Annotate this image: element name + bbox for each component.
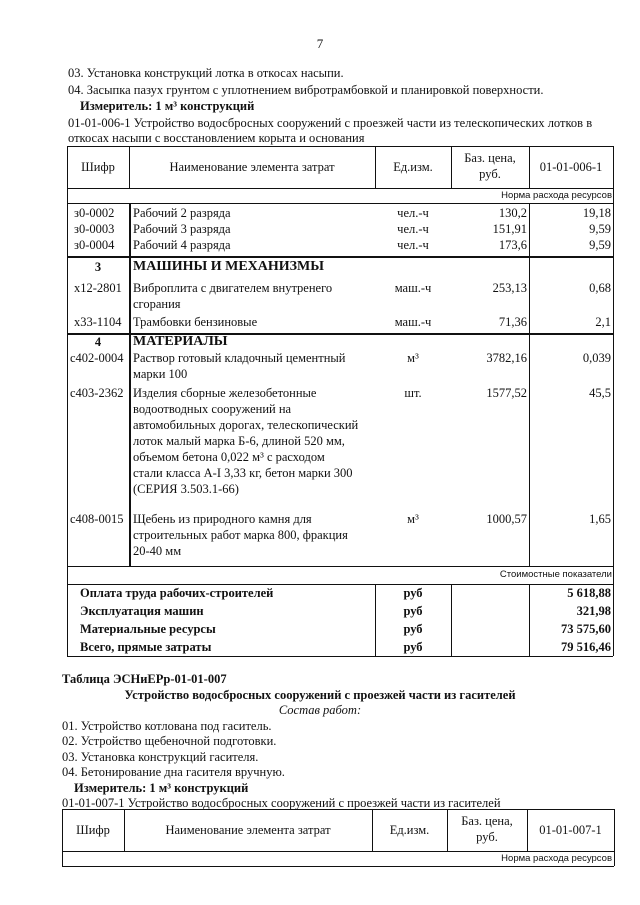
total-value: 73 575,60 bbox=[561, 622, 611, 636]
row-code: с408-0015 bbox=[70, 512, 124, 526]
row-price: 151,91 bbox=[492, 222, 527, 236]
row-price: 71,36 bbox=[498, 315, 527, 329]
row-name: Изделия сборные железобетонные bbox=[133, 386, 317, 400]
row-name: строительных работ марка 800, фракция bbox=[133, 528, 348, 542]
column-header-name: Наименование элемента затрат bbox=[165, 823, 331, 837]
norm-description: 01-01-007-1 Устройство водосбросных сооружений с проезжей части из гасителей bbox=[62, 796, 501, 810]
row-unit: чел.-ч bbox=[397, 206, 429, 220]
column-header-unit: Ед.изм. bbox=[393, 160, 433, 174]
total-value: 5 618,88 bbox=[567, 586, 611, 600]
total-value: 321,98 bbox=[576, 604, 611, 618]
section-title: МАТЕРИАЛЫ bbox=[133, 334, 228, 349]
section-heading: Устройство водосбросных сооружений с проезжей части из гасителей bbox=[124, 688, 516, 702]
column-header-code: Шифр bbox=[81, 160, 115, 174]
total-unit: руб bbox=[403, 640, 423, 654]
column-header-unit: Ед.изм. bbox=[389, 823, 430, 837]
measure-unit: Измеритель: 1 м³ конструкций bbox=[80, 99, 255, 113]
column-header-norm: 01-01-007-1 bbox=[539, 823, 602, 837]
work-step: 04. Засыпка пазух грунтом с уплотнением вибротрамбовкой и планировкой поверхности. bbox=[68, 83, 544, 97]
total-unit: руб bbox=[403, 622, 423, 636]
row-name: Виброплита с двигателем внутренего bbox=[133, 281, 333, 295]
row-name: лоток малый марка Б-6, длиной 520 мм, bbox=[133, 434, 345, 448]
column-header-price-unit: руб. bbox=[479, 167, 501, 181]
total-name: Материальные ресурсы bbox=[80, 622, 216, 636]
row-unit: м³ bbox=[407, 351, 419, 365]
row-unit: м³ bbox=[407, 512, 419, 526]
row-code: з0-0002 bbox=[74, 206, 115, 220]
measure-unit: Измеритель: 1 м³ конструкций bbox=[74, 781, 249, 795]
row-code: з0-0003 bbox=[74, 222, 115, 236]
column-header-norm: 01-01-006-1 bbox=[539, 160, 603, 174]
total-name: Всего, прямые затраты bbox=[80, 640, 212, 654]
page-number: 7 bbox=[316, 36, 324, 51]
row-norm: 9,59 bbox=[589, 238, 611, 252]
row-price: 1577,52 bbox=[486, 386, 527, 400]
row-norm: 45,5 bbox=[589, 386, 611, 400]
row-price: 1000,57 bbox=[486, 512, 527, 526]
row-name: Трамбовки бензиновые bbox=[133, 315, 258, 329]
work-step: 02. Устройство щебеночной подготовки. bbox=[62, 734, 277, 748]
row-unit: шт. bbox=[404, 386, 422, 400]
table-title: Таблица ЭСНиЕРр-01-01-007 bbox=[62, 672, 227, 686]
row-norm: 0,68 bbox=[589, 281, 611, 295]
row-norm: 9,59 bbox=[589, 222, 611, 236]
column-header-price-unit: руб. bbox=[476, 830, 498, 844]
row-norm: 2,1 bbox=[595, 315, 611, 329]
row-name: марки 100 bbox=[133, 367, 188, 381]
row-norm: 0,039 bbox=[582, 351, 611, 365]
row-price: 3782,16 bbox=[486, 351, 527, 365]
row-name: объемом бетона 0,022 м³ с расходом bbox=[133, 450, 325, 464]
row-unit: маш.-ч bbox=[394, 315, 432, 329]
row-norm: 1,65 bbox=[589, 512, 611, 526]
cost-caption: Стоимостные показатели bbox=[499, 569, 612, 580]
row-unit: чел.-ч bbox=[397, 222, 429, 236]
row-price: 253,13 bbox=[492, 281, 527, 295]
work-step: 03. Установка конструкций гасителя. bbox=[62, 750, 259, 764]
norm-description: 01-01-006-1 Устройство водосбросных сооружений с проезжей части из телескопических лотков в bbox=[68, 116, 593, 130]
row-name: Рабочий 3 разряда bbox=[133, 222, 231, 236]
works-caption: Состав работ: bbox=[278, 703, 362, 717]
work-step: 01. Устройство котлована под гаситель. bbox=[62, 719, 272, 733]
row-code: с402-0004 bbox=[70, 351, 124, 365]
row-code: х33-1104 bbox=[74, 315, 122, 329]
section-title: МАШИНЫ И МЕХАНИЗМЫ bbox=[133, 259, 325, 274]
row-name: (СЕРИЯ 3.503.1-66) bbox=[133, 482, 239, 496]
row-name: Раствор готовый кладочный цементный bbox=[133, 351, 346, 365]
norm-caption: Норма расхода ресурсов bbox=[501, 853, 612, 864]
norm-description: откосах насыпи с восстановлением корыта и основания bbox=[68, 131, 365, 145]
total-name: Эксплуатация машин bbox=[80, 604, 204, 618]
total-unit: руб bbox=[403, 604, 423, 618]
row-name: Рабочий 2 разряда bbox=[133, 206, 231, 220]
section-number: 3 bbox=[94, 260, 102, 274]
row-price: 130,2 bbox=[498, 206, 527, 220]
row-code: з0-0004 bbox=[74, 238, 115, 252]
row-unit: чел.-ч bbox=[397, 238, 429, 252]
norm-caption: Норма расхода ресурсов bbox=[501, 190, 612, 201]
row-name: Щебень из природного камня для bbox=[133, 512, 312, 526]
row-norm: 19,18 bbox=[582, 206, 611, 220]
section-number: 4 bbox=[94, 335, 102, 349]
row-name: сгорания bbox=[133, 297, 181, 311]
row-code: с403-2362 bbox=[70, 386, 124, 400]
total-unit: руб bbox=[403, 586, 423, 600]
row-code: х12-2801 bbox=[74, 281, 122, 295]
row-name: Рабочий 4 разряда bbox=[133, 238, 231, 252]
total-name: Оплата труда рабочих-строителей bbox=[80, 586, 274, 600]
column-header-name: Наименование элемента затрат bbox=[169, 160, 335, 174]
row-name: автомобильных дорогах, телескопический bbox=[133, 418, 359, 432]
row-name: 20-40 мм bbox=[133, 544, 182, 558]
row-price: 173,6 bbox=[498, 238, 527, 252]
work-step: 03. Установка конструкций лотка в откосах насыпи. bbox=[68, 66, 344, 80]
column-header-price: Баз. цена, bbox=[464, 151, 516, 165]
total-value: 79 516,46 bbox=[561, 640, 611, 654]
column-header-code: Шифр bbox=[76, 823, 110, 837]
work-step: 04. Бетонирование дна гасителя вручную. bbox=[62, 765, 285, 779]
column-header-price: Баз. цена, bbox=[461, 814, 513, 828]
row-unit: маш.-ч bbox=[394, 281, 432, 295]
row-name: водоотводных сооружений на bbox=[133, 402, 292, 416]
row-name: стали класса А-I 3,33 кг, бетон марки 300 bbox=[133, 466, 353, 480]
